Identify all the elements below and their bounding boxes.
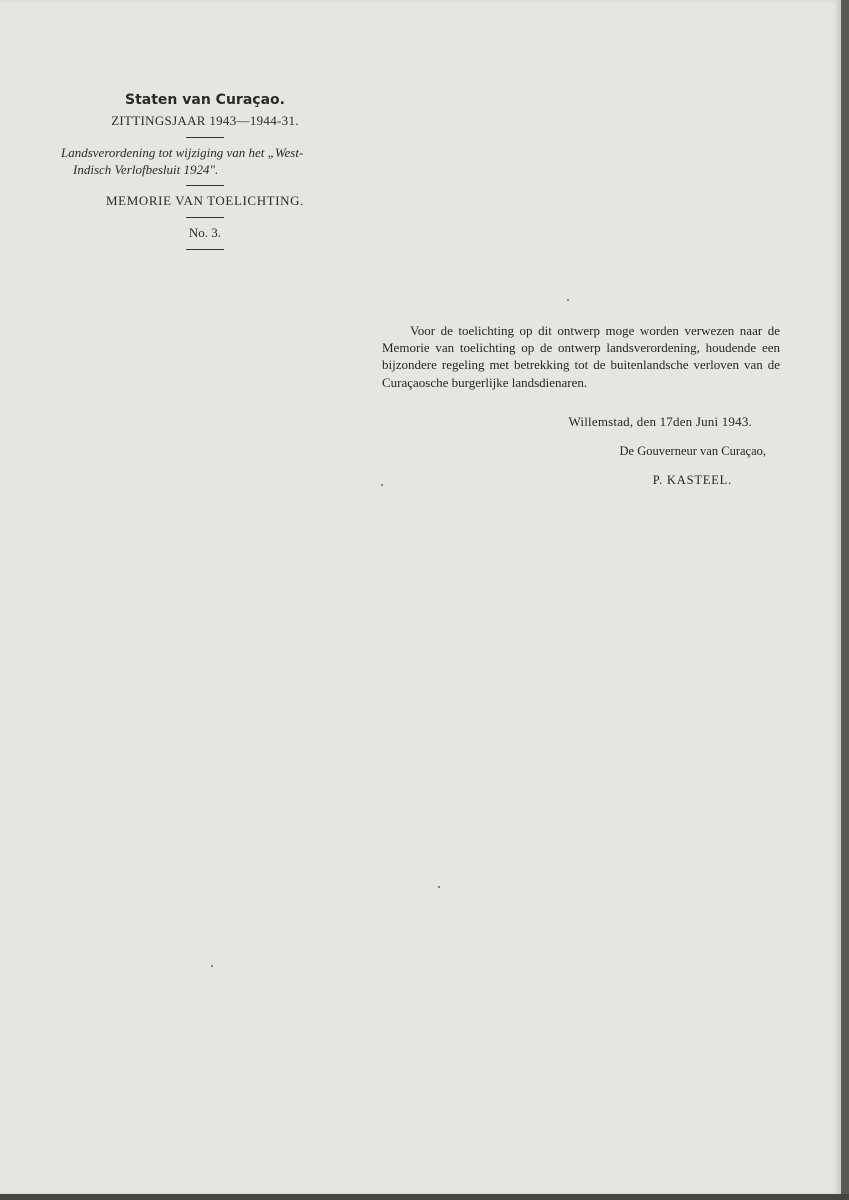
body-text <box>382 322 780 391</box>
paper-speck <box>211 965 213 967</box>
subject-line-2: Indisch Verlofbesluit 1924". <box>73 162 219 177</box>
document-number: No. 3. <box>188 225 222 240</box>
subject-line-1: Landsverordening tot wijziging van het „West- <box>61 145 304 160</box>
paper-speck <box>438 886 440 888</box>
governor-title: De Gouverneur van Curaçao, <box>619 444 766 458</box>
organization-name: Staten van Curaçao. <box>125 92 285 108</box>
session-year: ZITTINGSJAAR 1943—1944-31. <box>111 113 299 128</box>
scan-bottom-edge <box>0 1194 849 1200</box>
paper-speck <box>567 299 569 301</box>
header-divider <box>186 217 224 218</box>
paper-speck <box>381 484 383 486</box>
header-divider <box>186 137 224 138</box>
document-type: MEMORIE VAN TOELICHTING. <box>106 193 304 208</box>
page-edge <box>841 0 849 1200</box>
document-header <box>40 90 370 256</box>
header-divider <box>186 249 224 250</box>
body-paragraph: Voor de toelichting op dit ontwerp moge worden verwezen naar de Memorie van toelichting op de ontwerp landsverordening, houdende een bijzondere regeling met betrekking tot de buitenlandsche verloven van de Curaçaosche burgerlijke landsdienaren. <box>382 323 780 390</box>
signature-name: P. KASTEEL. <box>652 473 732 487</box>
document-subject <box>49 144 361 178</box>
header-divider <box>186 185 224 186</box>
place-date: Willemstad, den 17den Juni 1943. <box>568 414 752 429</box>
